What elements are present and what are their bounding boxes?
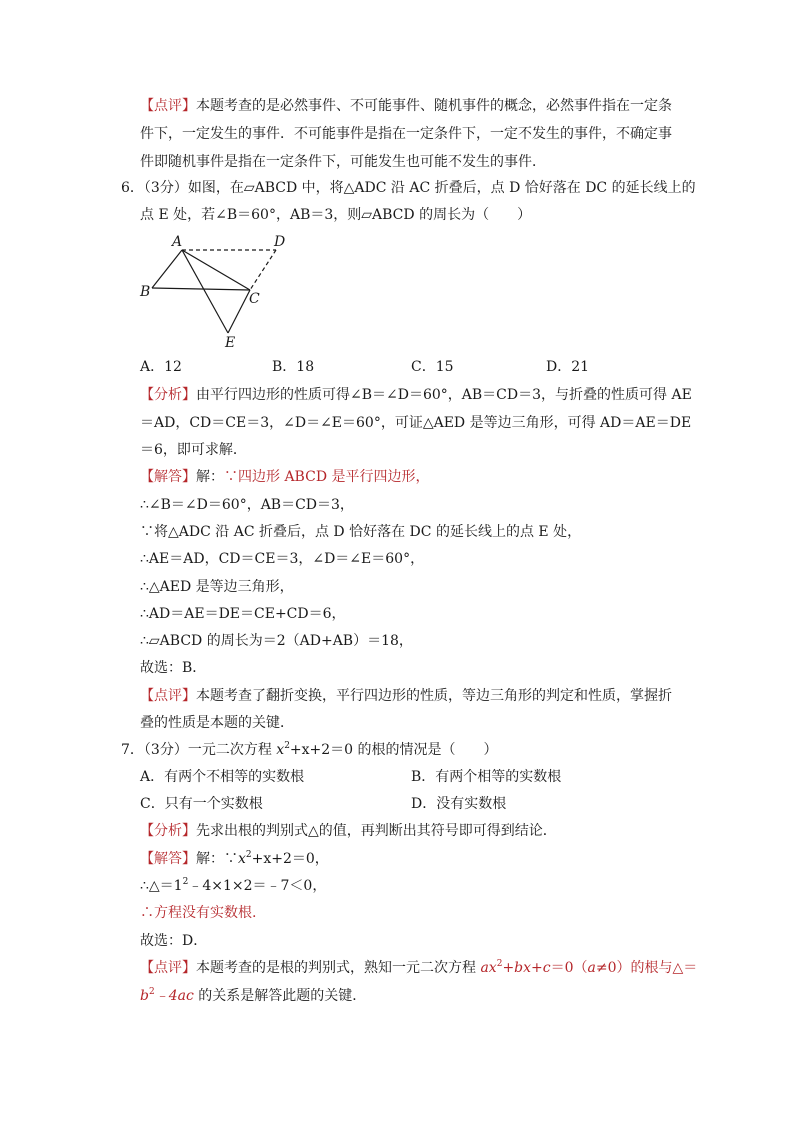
solution-line-2 (140, 876, 326, 896)
segment-ce (228, 290, 250, 333)
option-c[interactable]: C．15 (411, 359, 454, 375)
comment-text: 本题考查的是根的判别式，熟知一元二次方程 (196, 960, 481, 976)
solution-prefix: 解： (196, 469, 224, 485)
segment-bc (152, 288, 250, 290)
analysis-line-3: ＝6，即可求解． (140, 442, 247, 458)
comment-7-line-1 (140, 958, 697, 978)
question-text: （3分）如图，在▱ABCD 中，将△ADC 沿 AC 折叠后，点 D 恰好落在 DC 的延长线上的 (143, 180, 696, 196)
comment-tag: 【点评】 (140, 688, 196, 704)
option-c[interactable]: C．只有一个实数根 (140, 796, 263, 812)
comment-line-1 (140, 96, 672, 116)
parallelogram-figure (136, 230, 306, 352)
question-6-stem-line-1 (121, 178, 696, 198)
general-eq-a: a (587, 960, 596, 976)
option-a[interactable]: A．有两个不相等的实数根 (140, 769, 305, 785)
analysis-tag: 【分析】 (140, 387, 196, 403)
question-text: （3分）一元二次方程 (143, 742, 277, 758)
solution-line-1 (140, 849, 329, 869)
point-label-e: E (225, 335, 236, 351)
discriminant-b: b (140, 988, 149, 1004)
segment-ac (182, 250, 250, 290)
solution-line-3: ∴方程没有实数根. (140, 905, 257, 921)
analysis-tag: 【分析】 (140, 823, 196, 839)
discriminant-rest: ﹣4ac (154, 988, 194, 1004)
question-number: 7． (121, 742, 144, 758)
solution-line-1 (140, 467, 430, 487)
general-eq-equals: ＝0（ (550, 960, 588, 976)
question-suffix: 的根的情况是（ ） (353, 742, 498, 758)
question-6-stem-line-2: 点 E 处，若∠B＝60°，AB＝3，则▱ABCD 的周长为（ ） (140, 207, 532, 223)
discriminant-b-exponent: 2 (148, 987, 155, 997)
solution-line-3: ∵将△ADC 沿 AC 折叠后，点 D 恰好落在 DC 的延长线上的点 E 处， (140, 524, 582, 540)
solution-line-4: ∴AE＝AD，CD＝CE＝3，∠D＝∠E＝60°， (140, 551, 425, 567)
equation-x: x (276, 742, 285, 758)
point-label-b: B (140, 284, 151, 300)
analysis-text: 由平行四边形的性质可得∠B＝∠D＝60°，AB＝CD＝3，与折叠的性质可得 AE (196, 387, 692, 403)
discriminant-start: ∴△＝1 (140, 878, 183, 894)
segment-ae (182, 250, 228, 333)
option-d[interactable]: D．21 (546, 359, 590, 375)
solution-line-7: ∴▱ABCD 的周长为＝2（AD+AB）＝18， (140, 633, 413, 649)
solution-line-8: 故选：B． (140, 660, 207, 676)
segment-ab (152, 250, 182, 288)
option-b[interactable]: B．有两个相等的实数根 (411, 769, 562, 785)
general-eq-rest: +bx+c (502, 960, 551, 976)
segment-dc-dashed (250, 250, 276, 290)
analysis-line-2: ＝AD，CD＝CE＝3，∠D＝∠E＝60°，可证△AED 是等边三角形，可得 AD＝AE＝DE (140, 415, 692, 431)
solution-tag: 【解答】 (140, 469, 196, 485)
comment-tag: 【点评】 (140, 960, 196, 976)
solution-given: ∵四边形 ABCD 是平行四边形， (224, 469, 430, 485)
solution-line-5: ∴△AED 是等边三角形， (140, 579, 294, 595)
question-7-stem (121, 740, 498, 760)
discriminant-rest: ﹣4×1×2＝﹣7＜0， (188, 878, 327, 894)
point-label-a: A (172, 234, 183, 250)
comment-line-3: 件即随机事件是指在一定条件下，可能发生也可能不发生的事件． (140, 154, 546, 170)
equation-rest: +x+2＝0 (289, 742, 354, 758)
point-label-d: D (274, 234, 286, 250)
comment-6-line-2: 叠的性质是本题的关键． (140, 715, 294, 731)
general-eq-ax: ax (480, 960, 497, 976)
question-number: 6． (121, 180, 144, 196)
discriminant-exponent: 2 (182, 877, 189, 887)
solution-line-6: ∴AD＝AE＝DE＝CE+CD＝6， (140, 606, 346, 622)
equation-rest: +x+2＝0， (251, 851, 329, 867)
equation-exponent: 2 (245, 850, 252, 860)
solution-tag: 【解答】 (140, 851, 196, 867)
solution-line-4: 故选：D． (140, 933, 208, 949)
comment-line-2: 件下，一定发生的事件．不可能事件是指在一定条件下，一定不发生的事件，不确定事 (140, 126, 672, 142)
general-eq-exponent: 2 (496, 959, 503, 969)
analysis-line-1 (140, 385, 692, 405)
option-d[interactable]: D．没有实数根 (411, 796, 507, 812)
comment-6-line-1 (140, 686, 672, 706)
comment-text: 本题考查的是必然事件、不可能事件、随机事件的概念，必然事件指在一定条 (196, 98, 672, 114)
comment-text: 本题考查了翻折变换，平行四边形的性质，等边三角形的判定和性质，掌握折 (196, 688, 672, 704)
analysis-text: 先求出根的判别式△的值，再判断出其符号即可得到结论． (196, 823, 557, 839)
comment-tail: 的关系是解答此题的关键． (193, 988, 367, 1004)
analysis-line-1 (140, 821, 557, 841)
equation-x: x (238, 851, 246, 867)
comment-tag: 【点评】 (140, 98, 196, 114)
solution-prefix: 解：∵ (196, 851, 238, 867)
solution-line-2: ∴∠B＝∠D＝60°，AB＝CD＝3， (140, 497, 354, 513)
equation-exponent: 2 (284, 741, 290, 751)
option-a[interactable]: A．12 (140, 359, 182, 375)
point-label-c: C (249, 291, 260, 307)
option-b[interactable]: B．18 (272, 359, 315, 375)
comment-7-line-2 (140, 986, 366, 1006)
general-eq-condition: ≠0）的根与△＝ (595, 960, 698, 976)
